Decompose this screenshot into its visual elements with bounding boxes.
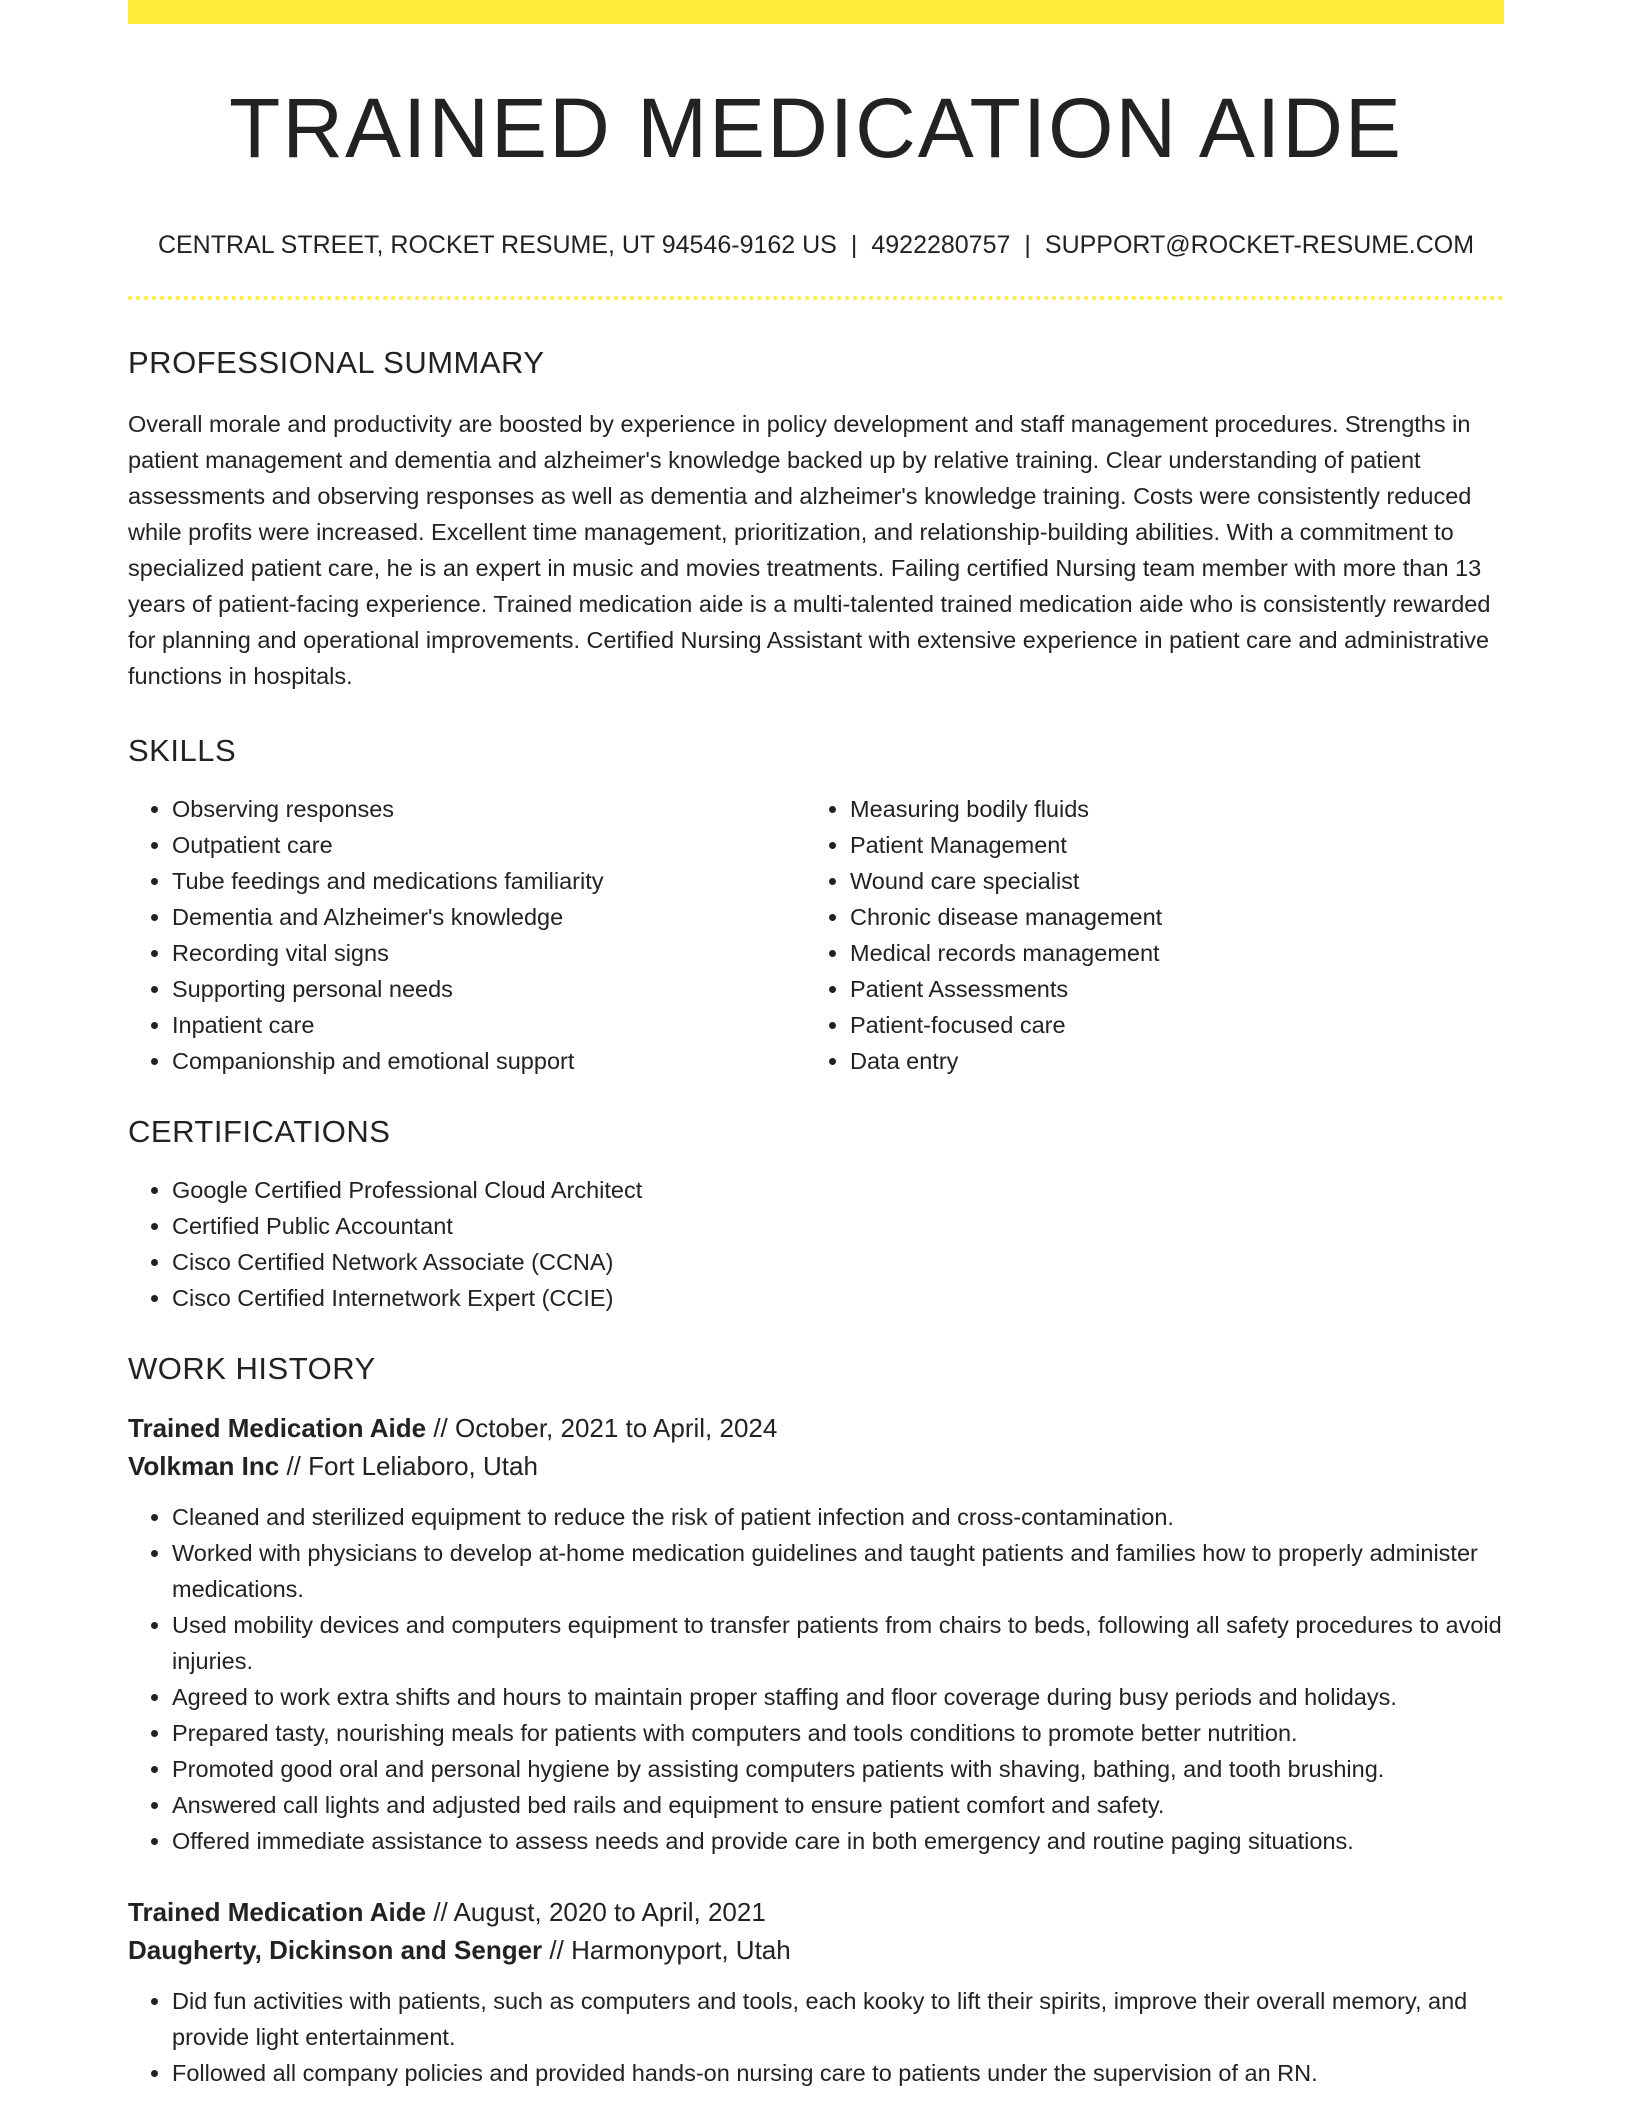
summary-text: Overall morale and productivity are boosted by experience in policy development and staff management procedures. Strengths in patient management and dementia and alzheimer's knowledge backed up by relative training. Clear understanding of patient assessments and observing responses as well as dementia and alzheimer's knowledge training. Costs were consistently reduced while profits were increased. Excellent time management, prioritization, and relationship-building abilities. With a commitment to specialized patient care, he is an expert in music and movies treatments. Failing certified Nursing team member with more than 13 years of patient-facing experience. Trained medication aide is a multi-talented trained medication aide who is consistently rewarded for planning and operational improvements. Certified Nursing Assistant with extensive experience in patient care and administrative functions in hospitals. <box>128 410 1491 689</box>
skill-item: • Inpatient care <box>172 1007 806 1043</box>
skill-item: • Companionship and emotional support <box>172 1043 806 1079</box>
job-duty-item: • Promoted good oral and personal hygiene by assisting computers patients with shaving, bathing, and tooth brushing. <box>172 1751 1504 1787</box>
job-company-line <box>128 1447 1504 1485</box>
job-title: Trained Medication Aide <box>128 1413 427 1444</box>
skills-list-left <box>128 791 806 1079</box>
contact-line <box>128 230 1504 260</box>
certification-item: • Certified Public Accountant <box>172 1208 1504 1244</box>
skills-column-right <box>806 791 1484 1079</box>
certifications-list <box>128 1172 1504 1316</box>
job-company-line <box>128 1931 1504 1969</box>
certification-item: • Cisco Certified Network Associate (CCNA) <box>172 1244 1504 1280</box>
skill-item: • Wound care specialist <box>850 863 1484 899</box>
accent-top-bar <box>128 0 1504 24</box>
skill-item: • Patient Management <box>850 827 1484 863</box>
header-divider <box>128 296 1504 300</box>
job-location: // Harmonyport, Utah <box>542 1935 791 1966</box>
certifications-heading: CERTIFICATIONS <box>128 1113 391 1149</box>
contact-phone: 4922280757 <box>871 231 1011 260</box>
job-entry <box>128 1409 1504 1859</box>
skill-item: • Medical records management <box>850 935 1484 971</box>
skill-item: • Chronic disease management <box>850 899 1484 935</box>
job-company: Volkman Inc <box>128 1451 280 1482</box>
contact-address: CENTRAL STREET, ROCKET RESUME, UT 94546-9162 US <box>157 231 837 260</box>
job-duty-item: • Followed all company policies and provided hands-on nursing care to patients under the supervision of an RN. <box>172 2055 1504 2091</box>
job-duty-item: • Cleaned and sterilized equipment to reduce the risk of patient infection and cross-contamination. <box>172 1499 1504 1535</box>
job-duty-item: • Used mobility devices and computers equipment to transfer patients from chairs to beds, following all safety procedures to avoid injuries. <box>172 1607 1504 1679</box>
job-location: // Fort Leliaboro, Utah <box>279 1451 538 1482</box>
skills-column-left <box>128 791 806 1079</box>
contact-separator: | <box>1024 231 1031 260</box>
summary-heading: PROFESSIONAL SUMMARY <box>128 345 545 381</box>
skills-heading: SKILLS <box>128 732 237 768</box>
skills-grid <box>128 791 1504 1079</box>
contact-email: SUPPORT@ROCKET-RESUME.COM <box>1044 231 1475 260</box>
job-dates: // August, 2020 to April, 2021 <box>426 1897 766 1928</box>
skill-item: • Recording vital signs <box>172 935 806 971</box>
skill-item: • Dementia and Alzheimer's knowledge <box>172 899 806 935</box>
skill-item: • Patient-focused care <box>850 1007 1484 1043</box>
job-duties-list <box>128 1499 1504 1859</box>
job-title-line <box>128 1893 1504 1931</box>
contact-separator: | <box>850 231 858 260</box>
certification-item: • Google Certified Professional Cloud Architect <box>172 1172 1504 1208</box>
job-title-line <box>128 1409 1504 1447</box>
skill-item: • Supporting personal needs <box>172 971 806 1007</box>
job-company: Daugherty, Dickinson and Senger <box>128 1935 543 1966</box>
work-history-heading: WORK HISTORY <box>128 1350 376 1386</box>
skill-item: • Outpatient care <box>172 827 806 863</box>
job-entry <box>128 1893 1504 2091</box>
job-duty-item: • Agreed to work extra shifts and hours to maintain proper staffing and floor coverage during busy periods and holidays. <box>172 1679 1504 1715</box>
skill-item: • Tube feedings and medications familiarity <box>172 863 806 899</box>
resume-page <box>128 0 1504 2091</box>
job-duty-item: • Prepared tasty, nourishing meals for patients with computers and tools conditions to promote better nutrition. <box>172 1715 1504 1751</box>
job-dates: // October, 2021 to April, 2024 <box>426 1413 778 1444</box>
candidate-name: TRAINED MEDICATION AIDE <box>229 81 1403 175</box>
skills-list-right <box>806 791 1484 1079</box>
skill-item: • Patient Assessments <box>850 971 1484 1007</box>
job-duties-list <box>128 1983 1504 2091</box>
job-duty-item: • Did fun activities with patients, such as computers and tools, each kooky to lift their spirits, improve their overall memory, and provide light entertainment. <box>172 1983 1504 2055</box>
job-duty-item: • Worked with physicians to develop at-home medication guidelines and taught patients and families how to properly administer medications. <box>172 1535 1504 1607</box>
job-duty-item: • Answered call lights and adjusted bed rails and equipment to ensure patient comfort and safety. <box>172 1787 1504 1823</box>
job-title: Trained Medication Aide <box>128 1897 427 1928</box>
skill-item: • Data entry <box>850 1043 1484 1079</box>
job-duty-item: • Offered immediate assistance to assess needs and provide care in both emergency and routine paging situations. <box>172 1823 1504 1859</box>
skill-item: • Measuring bodily fluids <box>850 791 1484 827</box>
skill-item: • Observing responses <box>172 791 806 827</box>
certification-item: • Cisco Certified Internetwork Expert (CCIE) <box>172 1280 1504 1316</box>
